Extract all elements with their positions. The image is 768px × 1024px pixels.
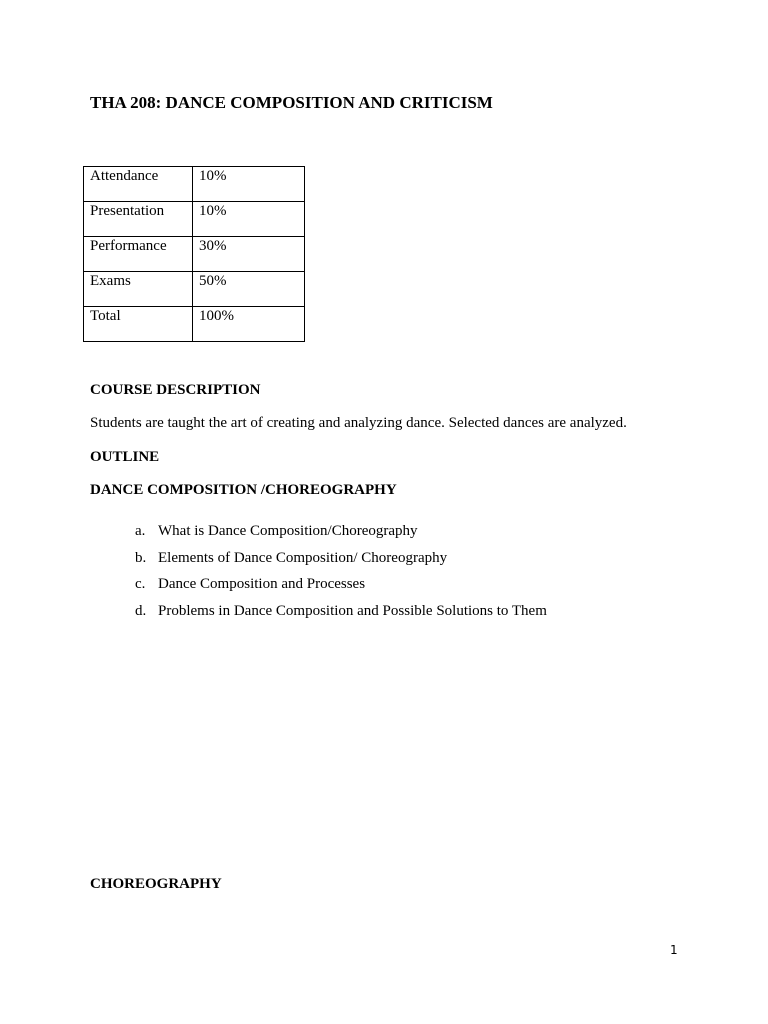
list-item-text: Dance Composition and Processes <box>158 576 366 592</box>
list-item-text: What is Dance Composition/Choreography <box>158 523 418 539</box>
grading-value: 30% <box>193 237 305 272</box>
grading-value: 10% <box>193 167 305 202</box>
list-item <box>135 574 547 601</box>
document-title: THA 208: DANCE COMPOSITION AND CRITICISM <box>90 93 493 112</box>
grading-label: Presentation <box>84 202 193 237</box>
list-item-text: Problems in Dance Composition and Possible Solutions to Them <box>158 602 547 619</box>
table-row <box>84 307 305 342</box>
grading-label: Total <box>84 307 193 342</box>
list-item <box>135 601 547 628</box>
choreography-heading: CHOREOGRAPHY <box>90 876 222 892</box>
grading-label: Attendance <box>84 167 193 202</box>
outline-list <box>135 521 547 627</box>
table-row <box>84 202 305 237</box>
outline-heading: OUTLINE <box>90 449 160 465</box>
list-item <box>135 521 547 548</box>
table-row <box>84 167 305 202</box>
list-marker: c. <box>135 576 146 592</box>
grading-label: Exams <box>84 272 193 307</box>
table-row <box>84 272 305 307</box>
grading-value: 50% <box>193 272 305 307</box>
grading-value: 10% <box>193 202 305 237</box>
course-description-heading: COURSE DESCRIPTION <box>90 382 261 398</box>
grading-label: Performance <box>84 237 193 272</box>
list-marker: d. <box>135 602 147 619</box>
section-heading: DANCE COMPOSITION /CHOREOGRAPHY <box>90 482 397 498</box>
grading-table <box>83 166 305 342</box>
list-marker: b. <box>135 549 147 566</box>
grading-value: 100% <box>193 307 305 342</box>
course-description-text: Students are taught the art of creating and analyzing dance. Selected dances are analyzed. <box>90 415 627 431</box>
list-item-text: Elements of Dance Composition/ Choreography <box>158 549 448 566</box>
table-row <box>84 237 305 272</box>
page-number: 1 <box>670 943 678 957</box>
list-item <box>135 548 547 575</box>
list-marker: a. <box>135 523 146 539</box>
